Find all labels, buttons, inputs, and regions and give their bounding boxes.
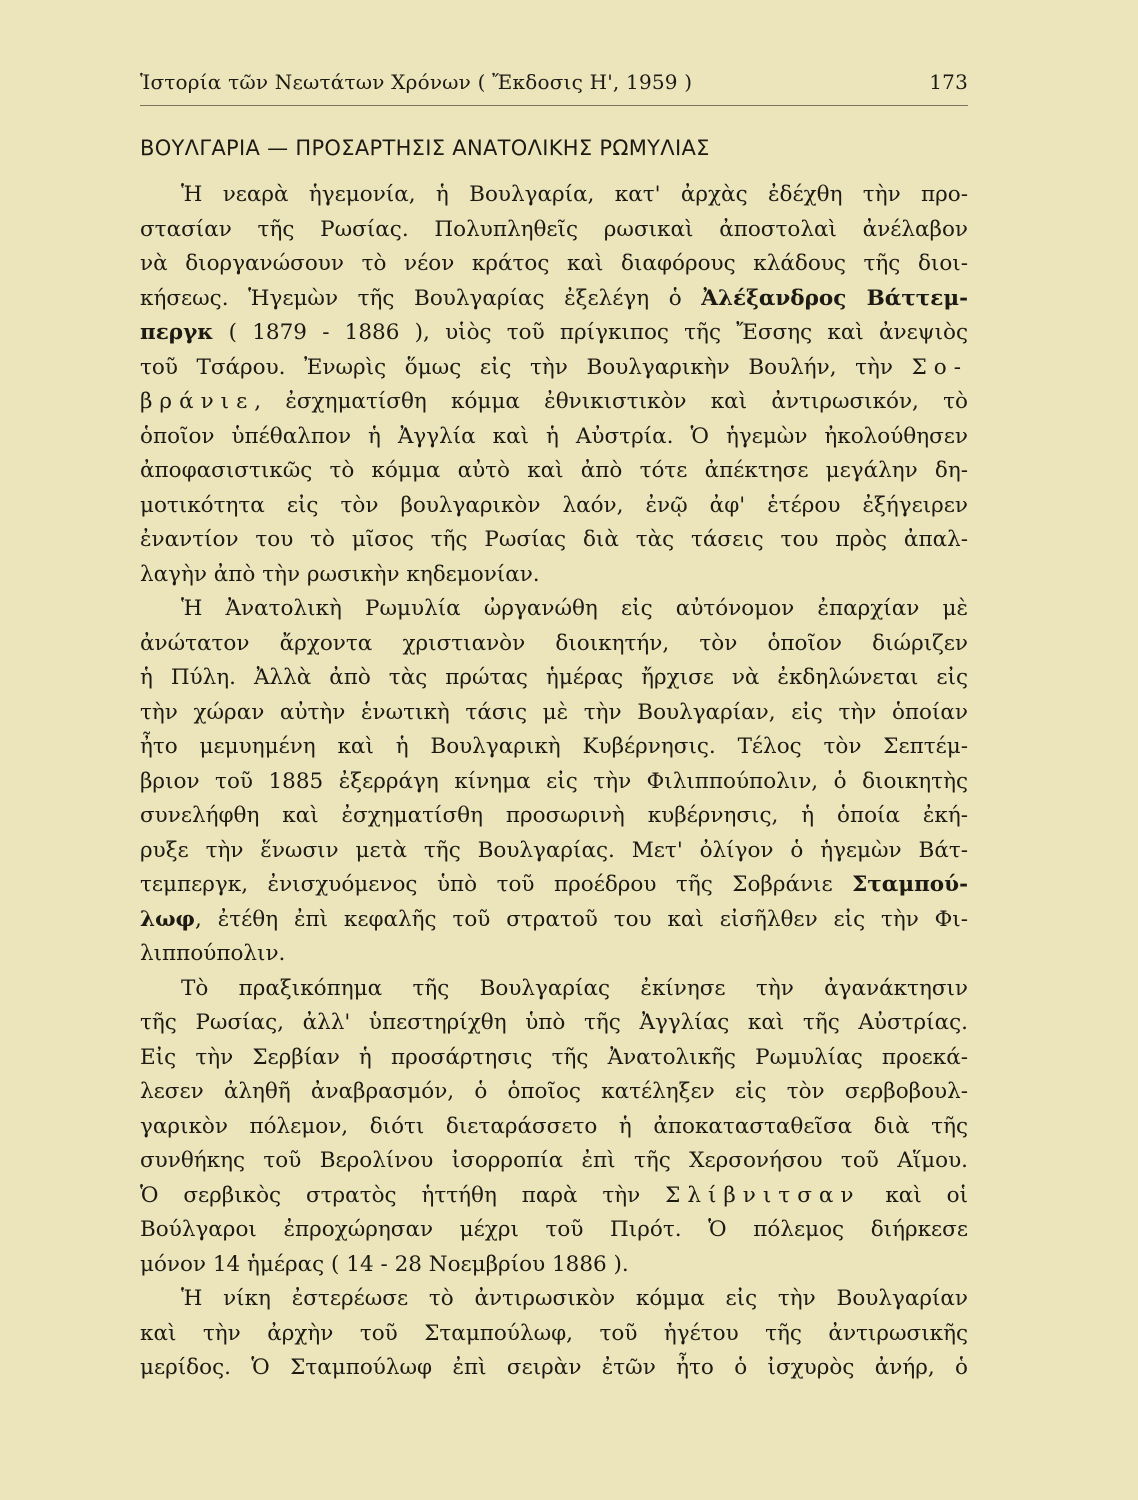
text-line: λιππούπολιν. [140, 941, 286, 966]
text-line: ἦτο μεμυημένη καὶ ἡ Βουλγαρικὴ Κυβέρνησις. Τέλος τὸν Σεπτέμ- [140, 734, 968, 759]
text-line: συνθήκης τοῦ Βερολίνου ἰσορροπία ἐπὶ τῆς Χερσονήσου τοῦ Αἵμου. [140, 1148, 968, 1173]
bold-name: περγκ [140, 320, 214, 345]
header-rule [140, 105, 968, 106]
text-line: καὶ τὴν ἀρχὴν τοῦ Σταμπούλωφ, τοῦ ἡγέτου τῆς ἀντιρωσικῆς [140, 1320, 968, 1346]
text-span: τοῦ Τσάρου. Ἐνωρὶς ὅμως εἰς τὴν Βουλγαρικὴν Βουλήν, τὴν [140, 354, 912, 380]
text-line: λεσεν ἀληθῆ ἀναβρασμόν, ὁ ὁποῖος κατέληξεν εἰς τὸν σερβοβουλ- [140, 1079, 968, 1104]
text-line: στασίαν τῆς Ρωσίας. Πολυπληθεῖς ρωσικαὶ ἀποστολαὶ ἀνέλαβον [140, 216, 968, 242]
text-line: Ἡ νεαρὰ ἡγεμονία, ἡ Βουλγαρία, κατ' ἀρχὰς ἐδέχθη τὴν προ- [181, 182, 968, 207]
text-line [140, 868, 968, 903]
text-span: , ἐτέθη ἐπὶ κεφαλῆς τοῦ στρατοῦ του καὶ εἰσῆλθεν εἰς τὴν Φι- [195, 906, 968, 932]
text-line: Τὸ πραξικόπημα τῆς Βουλγαρίας ἐκίνησε τὴν ἀγανάκτησιν [181, 975, 968, 1001]
text-line: ἀνώτατον ἄρχοντα χριστιανὸν διοικητήν, τὸν ὁποῖον διώριζεν [140, 630, 968, 656]
text-line: Βούλγαροι ἐπροχώρησαν μέχρι τοῦ Πιρότ. Ὁ πόλεμος διήρκεσε [140, 1217, 968, 1242]
text-line: νὰ διοργανώσουν τὸ νέον κράτος καὶ διαφόρους κλάδους τῆς διοι- [140, 251, 968, 276]
bold-name: Σταμπού- [852, 872, 968, 897]
section-title: ΒΟΥΛΓΑΡΙΑ — ΠΡΟΣΑΡΤΗΣΙΣ ΑΝΑΤΟΛΙΚΗΣ ΡΩΜΥΛΙΑΣ [140, 136, 710, 160]
text-line: Εἰς τὴν Σερβίαν ἡ προσάρτησις τῆς Ἀνατολικῆς Ρωμυλίας προεκά- [140, 1044, 968, 1070]
bold-name: Ἀλέξανδρος Βάττεμ- [701, 285, 968, 311]
running-header [140, 70, 968, 94]
text-line: μόνον 14 ἡμέρας ( 14 - 28 Νοεμβρίου 1886 ). [140, 1251, 629, 1277]
page-number: 173 [929, 70, 968, 94]
text-span: ( 1879 - 1886 ), υἱὸς τοῦ πρίγκιπος τῆς Ἔσσης καὶ ἀνεψιὸς [213, 320, 968, 345]
text-line: μοτικότητα εἰς τὸν βουλγαρικὸν λαόν, ἐνῷ ἀφ' ἑτέρου ἐξήγειρεν [140, 492, 968, 518]
text-line: γαρικὸν πόλεμον, διότι διεταράσσετο ἡ ἀποκατασταθεῖσα διὰ τῆς [140, 1113, 968, 1139]
text-span: Ὁ σερβικὸς στρατὸς ἡττήθη παρὰ τὴν [140, 1182, 666, 1208]
text-span: κήσεως. Ἡγεμὼν τῆς Βουλγαρίας ἐξελέγη ὁ [140, 285, 702, 311]
text-line [140, 1179, 968, 1214]
text-line [140, 385, 968, 420]
spaced-word: Σο- [911, 354, 968, 380]
text-line: Ἡ νίκη ἐστερέωσε τὸ ἀντιρωσικὸν κόμμα εἰς τὴν Βουλγαρίαν [181, 1286, 968, 1311]
text-line [140, 903, 968, 938]
text-line: ὁποῖον ὑπέθαλπον ἡ Ἀγγλία καὶ ἡ Αὐστρία. Ὁ ἡγεμὼν ἠκολούθησεν [140, 423, 968, 449]
text-line: συνελήφθη καὶ ἐσχηματίσθη προσωρινὴ κυβέρνησις, ἡ ὁποία ἐκή- [140, 803, 968, 828]
text-line: ἐναντίον του τὸ μῖσος τῆς Ρωσίας διὰ τὰς τάσεις του πρὸς ἀπαλ- [140, 527, 968, 552]
text-line [140, 282, 968, 317]
body-text [140, 178, 968, 1386]
text-line: μερίδος. Ὁ Σταμπούλωφ ἐπὶ σειρὰν ἐτῶν ἦτο ὁ ἰσχυρὸς ἀνήρ, ὁ [140, 1355, 968, 1380]
bold-name: λωφ [140, 906, 195, 932]
text-line: ἀποφασιστικῶς τὸ κόμμα αὐτὸ καὶ ἀπὸ τότε ἀπέκτησε μεγάλην δη- [140, 458, 968, 483]
text-line: τῆς Ρωσίας, ἀλλ' ὑπεστηρίχθη ὑπὸ τῆς Ἀγγλίας καὶ τῆς Αὐστρίας. [140, 1010, 968, 1035]
text-line: ἡ Πύλη. Ἀλλὰ ἀπὸ τὰς πρώτας ἡμέρας ἤρχισε νὰ ἐκδηλώνεται εἰς [140, 665, 968, 690]
text-line: βριον τοῦ 1885 ἐξερράγη κίνημα εἰς τὴν Φιλιππούπολιν, ὁ διοικητὴς [140, 768, 968, 794]
header-title: Ἱστορία τῶν Νεωτάτων Χρόνων ( Ἔκδοσις Η', 1959 ) [140, 70, 693, 94]
spaced-word: βράνιε [140, 389, 255, 414]
spaced-word: Σλίβνιτσαν [665, 1182, 861, 1208]
text-span: καὶ οἱ [860, 1182, 968, 1208]
text-line: τὴν χώραν αὐτὴν ἑνωτικὴ τάσις μὲ τὴν Βουλγαρίαν, εἰς τὴν ὁποίαν [140, 699, 968, 725]
text-line [140, 316, 968, 351]
text-line: Ἡ Ἀνατολικὴ Ρωμυλία ὠργανώθη εἰς αὐτόνομον ἐπαρχίαν μὲ [181, 596, 968, 621]
text-line: λαγὴν ἀπὸ τὴν ρωσικὴν κηδεμονίαν. [140, 561, 540, 587]
text-span: , ἐσχηματίσθη κόμμα ἐθνικιστικὸν καὶ ἀντιρωσικόν, τὸ [254, 389, 968, 414]
text-line [140, 351, 968, 386]
text-span: τεμπεργκ, ἐνισχυόμενος ὑπὸ τοῦ προέδρου τῆς Σοβράνιε [140, 872, 853, 897]
text-line: ρυξε τὴν ἕνωσιν μετὰ τῆς Βουλγαρίας. Μετ' ὀλίγον ὁ ἡγεμὼν Βάτ- [140, 837, 968, 863]
